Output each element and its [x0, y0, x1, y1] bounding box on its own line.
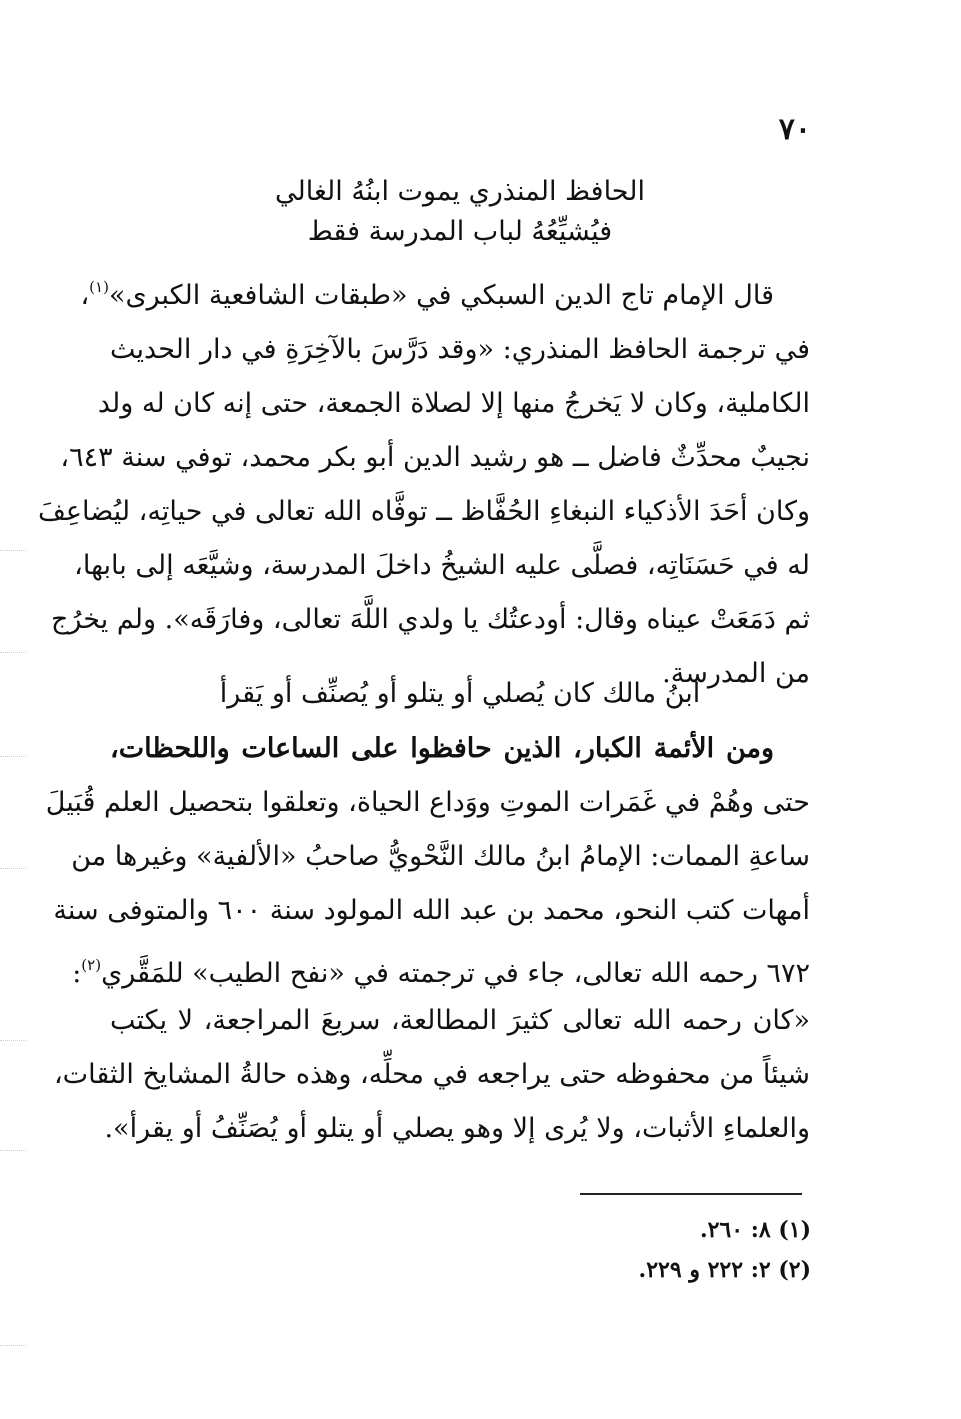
scan-edge-mark — [0, 550, 26, 551]
paragraph-line: حتى وهُمْ في غَمَرات الموتِ ووَداع الحياة، وتعلقوا بتحصيل العلم قُبَيلَ — [45, 787, 810, 818]
section1-title-line-2: فيُشيِّعُهُ لباب المدرسة فقط — [307, 216, 613, 247]
paragraph-line-suffix: ، — [80, 280, 90, 311]
footnote-divider — [580, 1193, 802, 1195]
paragraph-line: نجيبٌ محدِّثٌ فاضل ــ هو رشيد الدين أبو بكر محمد، توفي سنة ٦٤٣، — [60, 442, 810, 473]
footnote-ref-1[interactable]: (١) — [89, 278, 109, 296]
paragraph-line-suffix: : — [72, 958, 82, 989]
paragraph-line: أمهات كتب النحو، محمد بن عبد الله المولود سنة ٦٠٠ والمتوفى سنة — [53, 895, 810, 926]
section1-title — [110, 172, 810, 252]
scan-edge-mark — [0, 1345, 26, 1346]
footnotes — [411, 1210, 811, 1290]
footnote-ref-2[interactable]: (٢) — [81, 956, 102, 974]
page-number: ٧٠ — [778, 112, 811, 147]
scan-edge-mark — [0, 756, 26, 757]
paragraph-line: والعلماءِ الأثبات، ولا يُرى إلا وهو يصلي أو يتلو أو يُصَنِّفُ أو يقرأ». — [104, 1113, 810, 1144]
paragraph-line: ثم دَمَعَتْ عيناه وقال: أودعتُك يا ولدي اللَّهَ تعالى، وفارَقَه». ولم يخرُج — [50, 604, 810, 635]
paragraph-line: الكاملية، وكان لا يَخرجُ منها إلا لصلاة الجمعة، حتى إنه كان له ولد — [97, 388, 810, 419]
paragraph-line: «كان رحمه الله تعالى كثيرَ المطالعة، سريعَ المراجعة، لا يكتب — [110, 1005, 810, 1036]
paragraph-line — [80, 260, 810, 323]
paragraph-line: في ترجمة الحافظ المنذري: «وقد دَرَّسَ بالآخِرَةِ في دار الحديث — [110, 334, 810, 365]
paragraph-line: من المدرسة. — [662, 658, 810, 689]
paragraph-line: وكان أحَدَ الأذكياء النبغاءِ الحُفَّاظ ــ توفَّاه الله تعالى في حياتِه، ليُضاعِفَ — [37, 496, 810, 527]
paragraph-line: ساعةِ الممات: الإمامُ ابنُ مالك النَّحْويُّ صاحبُ «الألفية» وغيرها من — [71, 841, 810, 872]
paragraph-line: شيئاً من محفوظه حتى يراجعه في محلِّه، وهذه حالةُ المشايخ الثقات، — [53, 1059, 810, 1090]
paragraph-line-text: قال الإمام تاج الدين السبكي في «طبقات الشافعية الكبرى» — [108, 280, 774, 311]
paragraph-line-text: ٦٧٢ رحمه الله تعالى، جاء في ترجمته في «نفح الطيب» للمَقَّري — [101, 958, 810, 989]
scan-edge-mark — [0, 652, 26, 653]
section1-paragraph — [37, 260, 810, 701]
paragraph-line: ومن الأئمة الكبار، الذين حافظوا على الساعات واللحظات، — [110, 733, 774, 764]
section2-paragraph — [45, 722, 810, 1001]
scan-edge-mark — [0, 1040, 26, 1041]
paragraph-line: له في حَسَنَاتِه، فصلَّى عليه الشيخُ داخلَ المدرسة، وشيَّعَه إلى بابها، — [74, 550, 810, 581]
scan-edge-mark — [0, 868, 26, 869]
scan-edge-mark — [0, 1150, 26, 1151]
section2-title: ابنُ مالك كان يُصلي أو يتلو أو يُصنِّف أو يَقرأ — [219, 678, 701, 709]
footnote-2: (٢) ٢: ٢٢٢ و ٢٢٩. — [638, 1257, 811, 1283]
section1-title-line-1: الحافظ المنذري يموت ابنُهُ الغالي — [275, 176, 645, 207]
footnote-1: (١) ٨: ٢٦٠. — [699, 1217, 811, 1243]
quote-paragraph — [53, 994, 810, 1156]
paragraph-line — [72, 938, 810, 1001]
